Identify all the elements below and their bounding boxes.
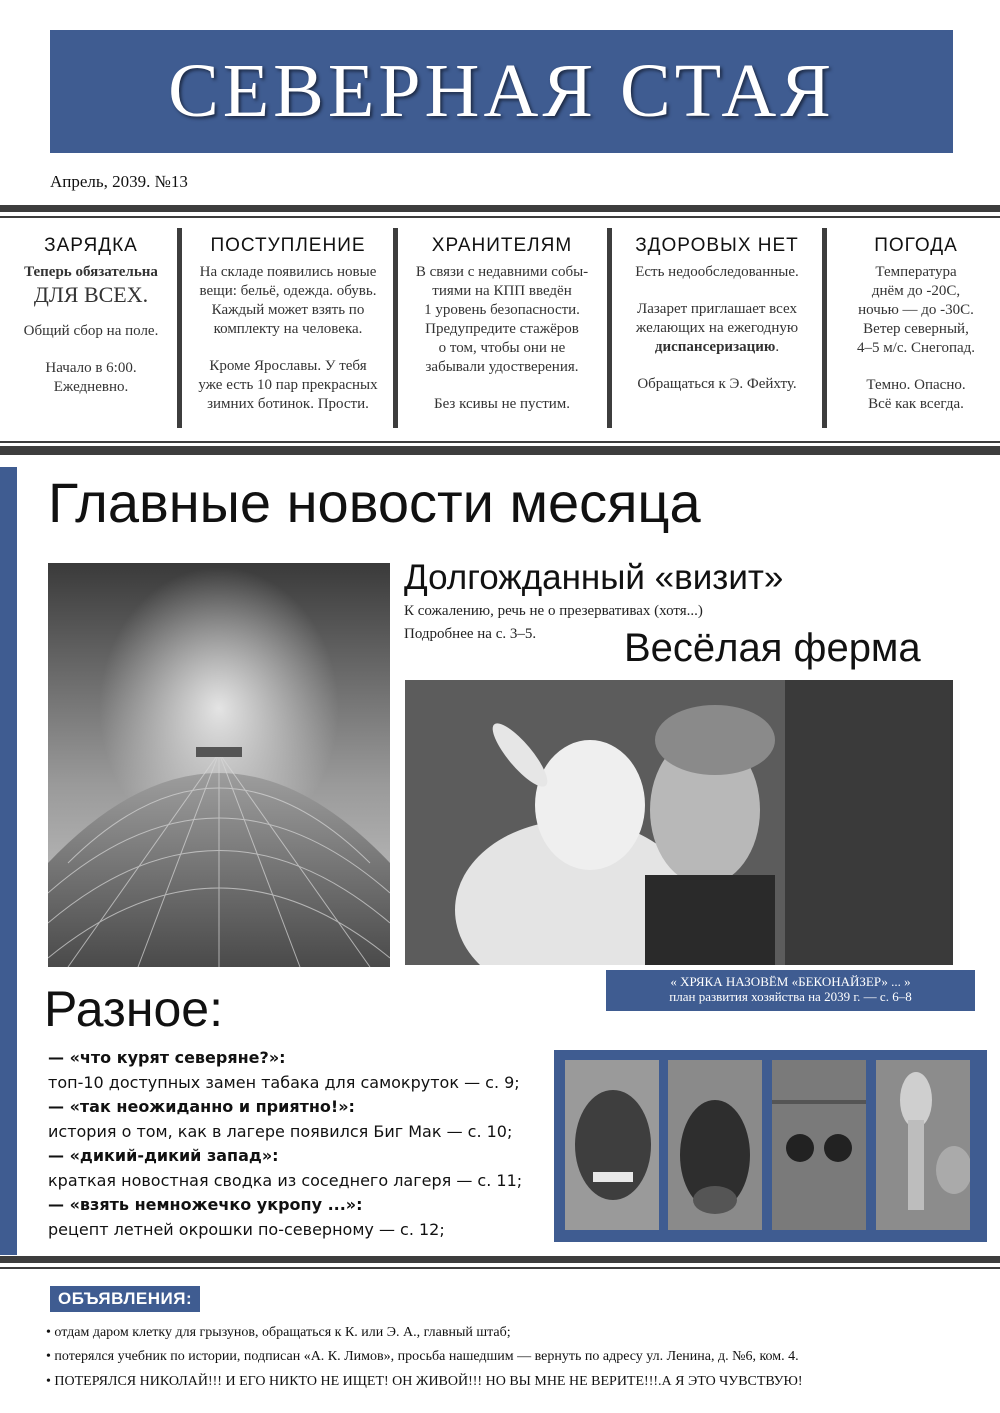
column-separator [177, 228, 182, 428]
brief-text-pre: Лазарет приглашает всех желающих на ежегодную [635, 301, 799, 336]
gallery-photo-man [565, 1060, 659, 1230]
gallery-photo-bull [668, 1060, 762, 1230]
brief-text: Без ксивы не пустим. [433, 396, 571, 412]
dome-photo [48, 563, 390, 967]
misc-item-title: — «что курят северяне?»: [48, 1048, 286, 1067]
brief-title: ПОСТУПЛЕНИЕ [210, 235, 366, 256]
top-rule [0, 205, 1000, 212]
gallery-photo-binoculars [772, 1060, 866, 1230]
brief-health [614, 226, 820, 412]
misc-list [48, 1046, 548, 1242]
ad-item: • отдам даром клетку для грызунов, обращаться к К. или Э. А., главный штаб; [46, 1325, 511, 1340]
dome-image [48, 563, 390, 967]
brief-text-emphasis: диспансеризацию [654, 339, 776, 355]
mid-rule-thin [0, 441, 1000, 443]
top-rule-thin [0, 216, 1000, 218]
gallery-image [668, 1060, 762, 1230]
brief-text: В связи с недавними собы- тиями на КПП введён 1 уровень безопасности. Предупредите стажёров о том, чтобы они не забывали удостверения. [415, 264, 589, 375]
gallery-image [565, 1060, 659, 1230]
farm-photo [405, 680, 953, 965]
brief-title: ПОГОДА [874, 235, 958, 256]
misc-item-text: рецепт летней окрошки по-северному — с. 12; [48, 1219, 445, 1239]
newspaper-title: СЕВЕРНАЯ СТАЯ [168, 49, 835, 133]
mid-rule [0, 446, 1000, 455]
misc-item-text: история о том, как в лагере появился Биг Мак — с. 10; [48, 1121, 513, 1141]
photo-gallery [554, 1050, 987, 1242]
caption-line1: « ХРЯКА НАЗОВЁМ «БЕКОНАЙЗЕР» ... » [670, 974, 911, 989]
misc-item-title: — «так неожиданно и приятно!»: [48, 1097, 355, 1116]
brief-text: На складе появились новые вещи: бельё, одежда. обувь. Каждый может взять по комплекту на человека. [199, 264, 377, 337]
brief-text: Начало в 6:00. Ежедневно. [45, 360, 137, 395]
brief-supply [186, 226, 390, 432]
misc-item-title: — «дикий-дикий запад»: [48, 1146, 279, 1165]
bottom-rule-thin [0, 1267, 1000, 1269]
ad-item: • потерялся учебник по истории, подписан «А. К. Лимов», просьба нашедшим — вернуть по адресу ул. Ленина, д. №6, ком. 4. [46, 1349, 799, 1364]
story2-title: Весёлая ферма [624, 626, 921, 670]
farm-image [405, 680, 953, 965]
issue-date: Апрель, 2039. №13 [50, 172, 188, 191]
brief-text: Есть недообследованные. [635, 264, 799, 280]
column-separator [393, 228, 398, 428]
brief-text [614, 300, 820, 357]
story1-line1: К сожалению, речь не о презервативах (хотя...) [404, 603, 703, 619]
column-separator [607, 228, 612, 428]
brief-lead: Теперь обязательна [24, 264, 158, 280]
masthead [50, 30, 953, 153]
caption-line2: план развития хозяйства на 2039 г. — с. 6–8 [669, 989, 912, 1004]
column-separator [822, 228, 827, 428]
accent-sidebar [0, 467, 17, 1255]
misc-heading: Разное: [44, 981, 223, 1037]
brief-title: ХРАНИТЕЛЯМ [431, 235, 573, 256]
ads-title: ОБЪЯВЛЕНИЯ: [50, 1286, 200, 1312]
brief-text: Температура днём до -20С, ночью — до -30С. Ветер северный, 4–5 м/с. Снегопад. [856, 264, 976, 356]
gallery-image [772, 1060, 866, 1230]
brief-text: Кроме Ярославы. У тебя уже есть 10 пар прекрасных зимних ботинок. Прости. [198, 358, 378, 412]
misc-item-title: — «взять немножечко укропу ...»: [48, 1195, 363, 1214]
gallery-photo-wave [876, 1060, 970, 1230]
farm-caption [606, 970, 975, 1011]
brief-exercise [8, 226, 174, 415]
brief-guardians [400, 226, 604, 432]
brief-big: ДЛЯ ВСЕХ. [33, 282, 149, 307]
brief-title: ЗАРЯДКА [44, 235, 138, 256]
brief-text: Обращаться к Э. Фейхту. [637, 376, 797, 392]
brief-text-post: . [775, 339, 780, 355]
main-heading: Главные новости месяца [48, 471, 701, 534]
story1-line2: Подробнее на с. 3–5. [404, 626, 537, 642]
gallery-image [876, 1060, 970, 1230]
ad-item: • ПОТЕРЯЛСЯ НИКОЛАЙ!!! И ЕГО НИКТО НЕ ИЩЕТ! ОН ЖИВОЙ!!! НО ВЫ МНЕ НЕ ВЕРИТЕ!!!.А Я ЭТО ЧУВСТВУЮ! [46, 1374, 803, 1389]
story1-title: Долгожданный «визит» [404, 558, 784, 597]
brief-weather [830, 226, 1000, 432]
brief-title: ЗДОРОВЫХ НЕТ [635, 235, 799, 256]
misc-item-text: топ-10 доступных замен табака для самокруток — с. 9; [48, 1072, 520, 1092]
brief-text: Темно. Опасно. Всё как всегда. [866, 377, 966, 412]
briefs-row [0, 226, 1000, 430]
brief-text: Общий сбор на поле. [23, 323, 159, 339]
bottom-rule [0, 1256, 1000, 1263]
misc-item-text: краткая новостная сводка из соседнего лагеря — с. 11; [48, 1170, 523, 1190]
